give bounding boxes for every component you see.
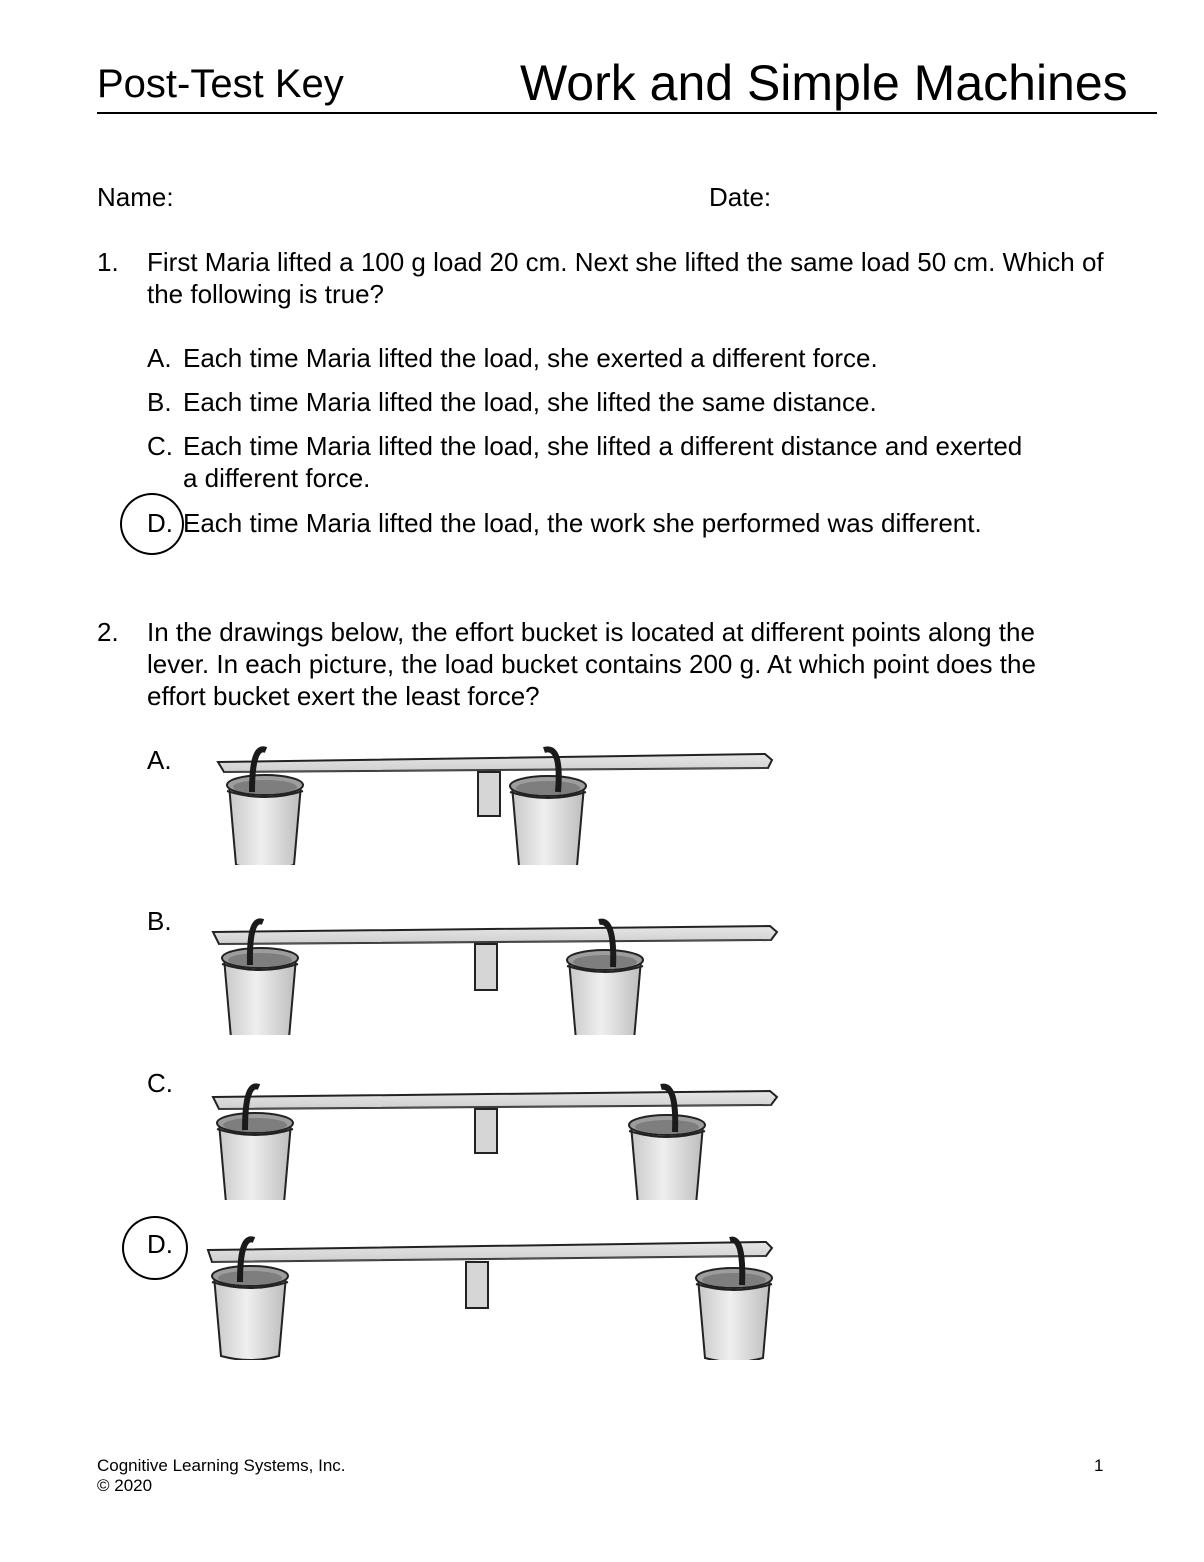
option-1d: [147, 507, 1107, 539]
option-letter: A.: [147, 343, 172, 373]
question-text: In the drawings below, the effort bucket is located at different points along the lever. In each picture, the load bucket contains 200 g. At which point does the effort bucket exert the least force?: [147, 617, 1036, 711]
figure-label-b: B.: [147, 906, 172, 936]
question-number: 1.: [97, 247, 119, 277]
option-letter: C.: [147, 431, 173, 461]
question-2: [0, 616, 1204, 716]
answer-circle-q2: [122, 1216, 188, 1280]
option-1a: [147, 342, 1107, 374]
figure-label-a: A.: [147, 745, 172, 775]
footer-company: Cognitive Learning Systems, Inc.: [97, 1456, 346, 1475]
footer-copyright: © 2020: [97, 1476, 153, 1495]
answer-circle-q1: [120, 493, 184, 555]
name-label: Name:: [97, 182, 174, 212]
figure-label-c: C.: [147, 1068, 173, 1098]
key-title: Post-Test Key: [97, 62, 344, 106]
option-text: Each time Maria lifted the load, she lifted the same distance.: [183, 387, 877, 417]
question-text: First Maria lifted a 100 g load 20 cm. Next she lifted the same load 50 cm. Which of the following is true?: [147, 247, 1104, 309]
option-text-continued: a different force.: [183, 463, 371, 493]
option-letter: D.: [147, 508, 173, 538]
option-letter: B.: [147, 387, 172, 417]
option-1c: [147, 430, 1107, 494]
option-text: Each time Maria lifted the load, she lifted a different distance and exerted: [183, 431, 1023, 461]
figure-label-d: D.: [147, 1229, 173, 1259]
lever-figure-d: [200, 1230, 790, 1360]
lever-figure-a: [210, 740, 790, 865]
question-number: 2.: [97, 617, 119, 647]
document-title: Work and Simple Machines: [520, 55, 1128, 111]
date-label: Date:: [709, 182, 772, 212]
header-divider: [97, 112, 1157, 114]
page-number: 1: [1094, 1456, 1104, 1475]
lever-figure-c: [205, 1075, 795, 1200]
option-text: Each time Maria lifted the load, the work she performed was different.: [183, 508, 982, 538]
question-1: [0, 246, 1204, 316]
lever-figure-b: [205, 910, 795, 1035]
option-text: Each time Maria lifted the load, she exerted a different force.: [183, 343, 878, 373]
option-1b: [147, 386, 1107, 418]
